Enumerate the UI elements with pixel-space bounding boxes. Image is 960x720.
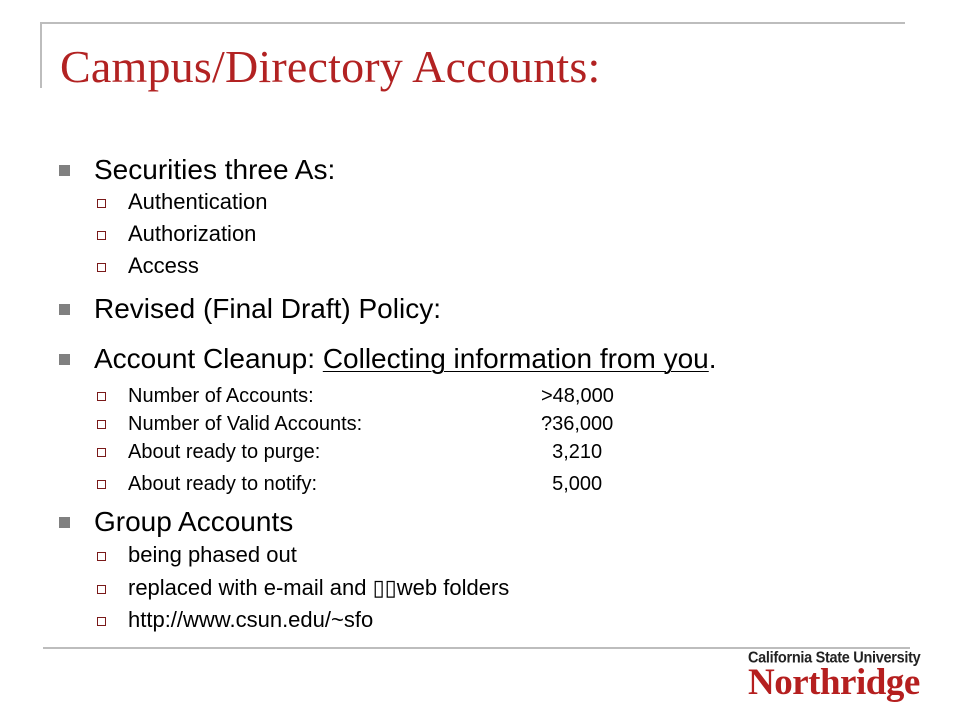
stat-row <box>128 470 603 498</box>
cleanup-underlined: Collecting information from you <box>322 343 709 374</box>
stat-value: 3,210 <box>541 441 603 463</box>
stat-value: 5,000 <box>541 473 603 495</box>
sub-bullet-authentication: Authentication <box>128 189 268 214</box>
stat-value: ?36,000 <box>541 413 614 435</box>
stat-label: About ready to purge: <box>128 441 321 463</box>
sub-bullet-access: Access <box>128 253 199 278</box>
stat-label: About ready to notify: <box>128 473 318 495</box>
sub-bullet-replaced: replaced with e-mail and ▯▯web folders <box>128 575 510 600</box>
csun-logo <box>748 650 921 703</box>
stat-label: Number of Accounts: <box>128 385 314 407</box>
frame-left-rule <box>40 22 42 88</box>
frame-top-rule <box>40 22 905 24</box>
slide-title: Campus/Directory Accounts: <box>60 41 601 92</box>
stat-value: >48,000 <box>541 385 614 407</box>
cleanup-suffix: . <box>708 343 717 374</box>
bullet-policy: Revised (Final Draft) Policy: <box>94 293 441 324</box>
logo-university-line: California State University <box>748 650 921 667</box>
stat-label: Number of Valid Accounts: <box>128 413 363 435</box>
bullet-group-accounts: Group Accounts <box>94 506 294 537</box>
stat-row <box>128 382 614 410</box>
bullet-account-cleanup <box>94 342 717 376</box>
stat-row <box>128 438 603 466</box>
sub-bullet-authorization: Authorization <box>128 221 257 246</box>
stat-row <box>128 410 614 438</box>
cleanup-prefix: Account Cleanup: <box>94 343 323 374</box>
sub-bullet-url: http://www.csun.edu/~sfo <box>128 607 374 632</box>
logo-northridge: Northridge <box>748 662 920 703</box>
sub-bullet-phased-out: being phased out <box>128 542 297 567</box>
frame-bottom-rule <box>43 647 910 649</box>
bullet-securities: Securities three As: <box>94 154 336 185</box>
